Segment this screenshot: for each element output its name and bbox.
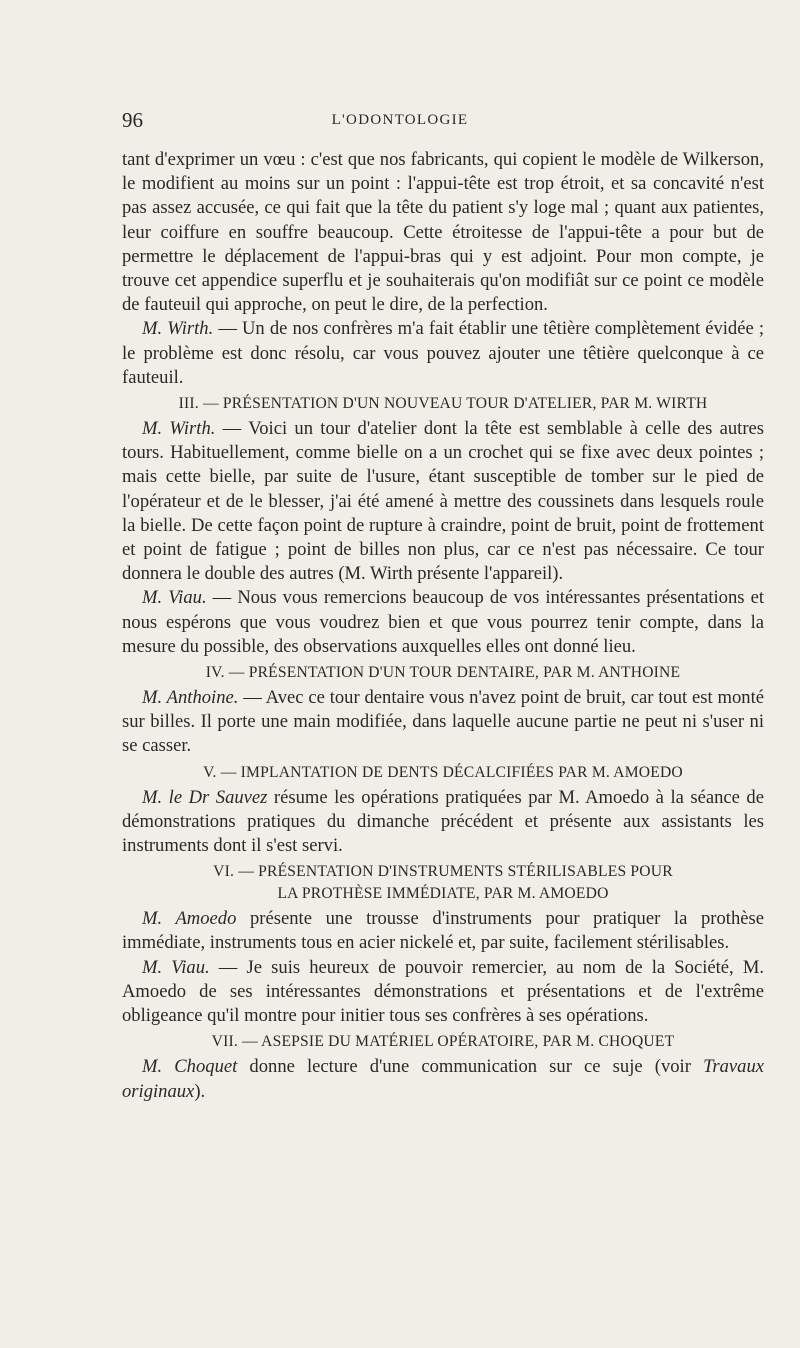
paragraph: M. Anthoine. — Avec ce tour dentaire vous n'avez point de bruit, car tout est monté sur billes. Il porte une main modifiée, dans laquelle aucune partie ne peut ni s'user ni se casser. [122, 687, 764, 757]
speaker: M. Wirth. [142, 318, 214, 340]
speaker: M. Choquet [142, 1056, 238, 1078]
section-heading: III. — PRÉSENTATION D'UN NOUVEAU TOUR D'ATELIER, PAR M. WIRTH [178, 395, 708, 413]
paragraph: M. Amoedo présente une trousse d'instruments pour pratiquer la prothèse immédiate, instruments tous en acier nickelé et, par suite, facilement stérilisables. [122, 908, 764, 954]
paragraph: M. Wirth. — Un de nos confrères m'a fait établir une têtière complètement évidée ; le problème est donc résolu, car vous pouvez ajouter une têtière quelconque à ce fauteuil. [122, 318, 764, 388]
speaker: M. Wirth. [142, 418, 216, 440]
page-header [122, 108, 678, 138]
speaker: M. Anthoine. [142, 687, 239, 709]
speaker: M. Viau. [142, 587, 207, 609]
paragraph: M. Wirth. — Voici un tour d'atelier dont la tête est semblable à celle des autres tours. Habituellement, comme bielle on a un crochet qui se fixe avec deux pointes ; mais cette bielle, par suite de l'usure, étant susceptible de tomber sur le pied de l'opérateur et de le blesser, j'ai été amené à mettre des coussinets dans lesquels roule la bielle. De cette façon point de rupture à craindre, point de bruit, point de frottement et point de fatigue ; point de billes non plus, car ce n'est pas nécessaire. Ce tour donnera le double des autres (M. Wirth présente l'appareil). [122, 418, 765, 585]
section-heading: VII. — ASEPSIE DU MATÉRIEL OPÉRATOIRE, PAR M. CHOQUET [211, 1033, 675, 1051]
reference-title: Travaux originaux [122, 1056, 765, 1102]
section-heading: VI. — PRÉSENTATION D'INSTRUMENTS STÉRILISABLES POUR LA PROTHÈSE IMMÉDIATE, PAR M. AMOEDO [213, 863, 673, 903]
paragraph: tant d'exprimer un vœu : c'est que nos fabricants, qui copient le modèle de Wilkerson, le modifient au moins sur un point : l'appui-tête est trop étroit, et sa concavité n'est pas assez accusée, ce qui fait que la tête du patient s'y loge mal ; quant aux patientes, leur coiffure en souffre beaucoup. Cette étroitesse de l'appui-tête a pour but de permettre le déplacement de l'appui-bras qui y est adjoint. Pour mon compte, je trouve cet appendice superflu et je souhaiterais qu'on modifiât sur ce point ce modèle de fauteuil qui approche, on peut le dire, de la perfection. [122, 149, 764, 316]
body-text [122, 148, 764, 1104]
paragraph: M. Viau. — Nous vous remercions beaucoup de vos intéressantes présentations et nous espérons que vous voudrez bien et que vous pourrez tenir compte, dans la mesure du possible, des observations auxquelles elles ont donné lieu. [122, 587, 764, 657]
section-heading: V. — IMPLANTATION DE DENTS DÉCALCIFIÉES PAR M. AMOEDO [203, 763, 683, 781]
paragraph: M. Choquet donne lecture d'une communication sur ce suje (voir Travaux originaux). [122, 1056, 765, 1102]
section-heading: IV. — PRÉSENTATION D'UN TOUR DENTAIRE, PAR M. ANTHOINE [205, 664, 681, 682]
paragraph: M. le Dr Sauvez résume les opérations pratiquées par M. Amoedo à la séance de démonstrations pratiques du dimanche précédent et présente aux assistants les instruments dont il s'est servi. [122, 786, 764, 857]
running-head: L'ODONTOLOGIE [331, 112, 469, 128]
speaker: M. le Dr Sauvez [142, 786, 268, 808]
page-number: 96 [122, 108, 143, 132]
speaker: M. Viau. [142, 956, 210, 978]
paragraph: M. Viau. — Je suis heureux de pouvoir remercier, au nom de la Société, M. Amoedo de ses intéressantes démonstrations et présentations et de l'extrême obligeance qu'il montre pour initier tous ses confrères à ses opérations. [122, 956, 765, 1027]
speaker: M. Amoedo [142, 908, 237, 930]
